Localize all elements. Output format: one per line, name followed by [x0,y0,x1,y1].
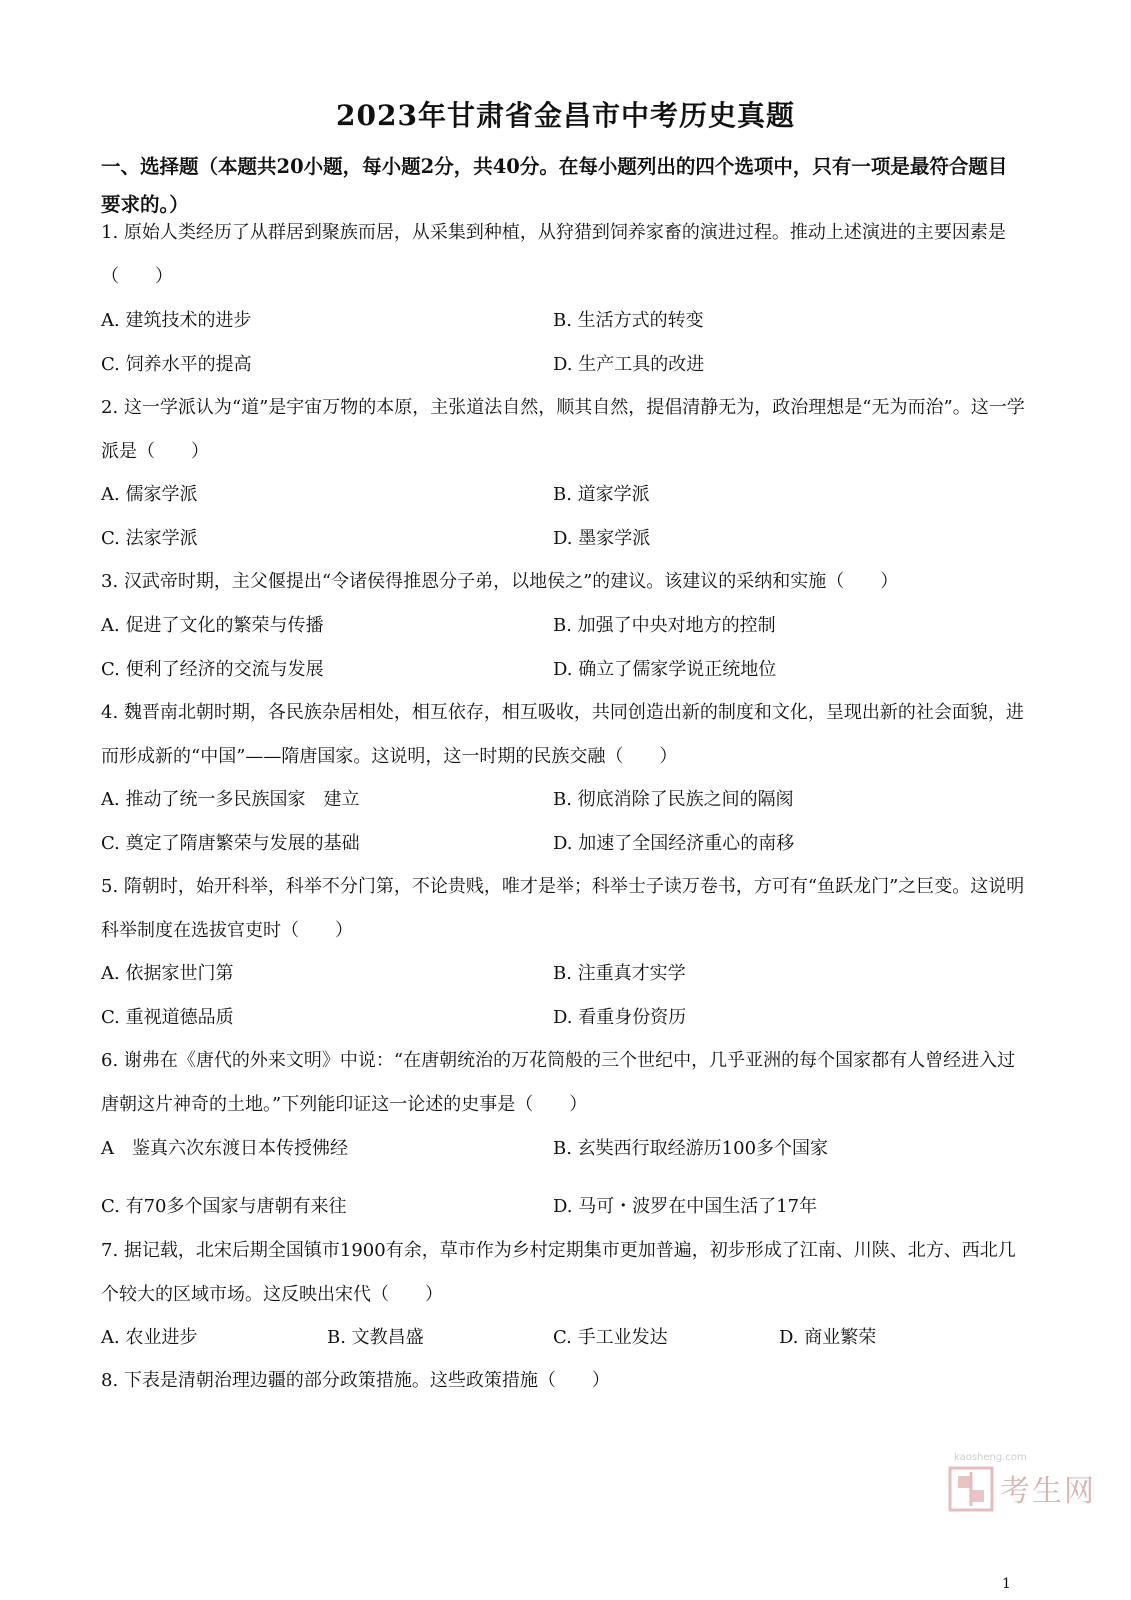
question-7-option-d[interactable]: D. 商业繁荣 [779,1327,877,1348]
question-1-option-d[interactable]: D. 生产工具的改进 [553,354,705,375]
question-4-option-d[interactable]: D. 加速了全国经济重心的南移 [553,833,795,854]
kaosheng-logo-icon [948,1466,994,1512]
question-2-option-d[interactable]: D. 墨家学派 [553,528,651,549]
question-2-option-b[interactable]: B. 道家学派 [553,484,650,505]
page-title: 2023年甘肃省金昌市中考历史真题 [336,99,795,132]
question-6-option-b[interactable]: B. 玄奘西行取经游历100多个国家 [553,1138,829,1159]
page-number: 1 [1002,1576,1011,1592]
question-8-stem: 8. 下表是清朝治理边疆的部分政策措施。这些政策措施（ ） [101,1370,610,1391]
question-1-option-b[interactable]: B. 生活方式的转变 [553,310,704,331]
question-6-stem: 6. 谢弗在《唐代的外来文明》中说：“在唐朝统治的万花筒般的三个世纪中，几乎亚洲的每个国家都有人曾经进入过唐朝这片神奇的土地。”下列能印证这一论述的史事是（ ） [101,1050,1016,1115]
question-3-stem: 3. 汉武帝时期，主父偃提出“令诸侯得推恩分子弟，以地侯之”的建议。该建议的采纳和实施（ ） [101,571,899,592]
question-1-stem: 1. 原始人类经历了从群居到聚族而居，从采集到种植，从狩猎到饲养家畜的演进过程。推动上述演进的主要因素是（ ） [101,222,1006,287]
question-4-option-b[interactable]: B. 彻底消除了民族之间的隔阂 [553,789,794,810]
question-6-option-d[interactable]: D. 马可・波罗在中国生活了17年 [553,1196,818,1217]
question-6-option-c[interactable]: C. 有70多个国家与唐朝有来往 [101,1196,347,1217]
watermark-url: kaosheng.com [954,1452,1027,1463]
question-3-option-a[interactable]: A. 促进了文化的繁荣与传播 [101,615,324,636]
question-7-option-b[interactable]: B. 文教昌盛 [327,1327,424,1348]
question-1-option-c[interactable]: C. 饲养水平的提高 [101,354,252,375]
watermark [948,1452,1108,1522]
question-2-option-a[interactable]: A. 儒家学派 [101,484,198,505]
question-4-option-c[interactable]: C. 奠定了隋唐繁荣与发展的基础 [101,833,360,854]
question-4-stem: 4. 魏晋南北朝时期，各民族杂居相处，相互依存，相互吸收，共同创造出新的制度和文化，呈现出新的社会面貌，进而形成新的“中国”——隋唐国家。这说明，这一时期的民族交融（ ） [101,702,1024,767]
watermark-text: 考生网 [1000,1474,1096,1509]
question-5-option-d[interactable]: D. 看重身份资历 [553,1007,687,1028]
question-2-stem: 2. 这一学派认为“道”是宇宙万物的本原，主张道法自然，顺其自然，提倡清静无为，政治理想是“无为而治”。这一学派是（ ） [101,397,1025,462]
question-6-option-a[interactable]: A 鉴真六次东渡日本传授佛经 [101,1138,348,1159]
question-5-stem: 5. 隋朝时，始开科举，科举不分门第，不论贵贱，唯才是举；科举士子读万卷书，方可有“鱼跃龙门”之巨变。这说明科举制度在选拔官吏时（ ） [101,876,1025,941]
question-3-option-c[interactable]: C. 便利了经济的交流与发展 [101,659,324,680]
question-7-option-c[interactable]: C. 手工业发达 [553,1327,668,1348]
question-3-option-b[interactable]: B. 加强了中央对地方的控制 [553,615,776,636]
question-5-option-b[interactable]: B. 注重真才实学 [553,963,686,984]
question-3-option-d[interactable]: D. 确立了儒家学说正统地位 [553,659,777,680]
question-1-option-a[interactable]: A. 建筑技术的进步 [101,310,252,331]
question-7-stem: 7. 据记载，北宋后期全国镇市1900有余，草市作为乡村定期集市更加普遍，初步形成了江南、川陕、北方、西北几个较大的区域市场。这反映出宋代（ ） [101,1240,1016,1305]
question-4-option-a[interactable]: A. 推动了统一多民族国家 建立 [101,789,360,810]
question-5-option-c[interactable]: C. 重视道德品质 [101,1007,234,1028]
question-7-option-a[interactable]: A. 农业进步 [101,1327,198,1348]
section-heading: 一、选择题（本题共20小题，每小题2分，共40分。在每小题列出的四个选项中，只有一项是最符合题目要求的。） [101,155,1008,216]
question-2-option-c[interactable]: C. 法家学派 [101,528,198,549]
question-5-option-a[interactable]: A. 依据家世门第 [101,963,234,984]
